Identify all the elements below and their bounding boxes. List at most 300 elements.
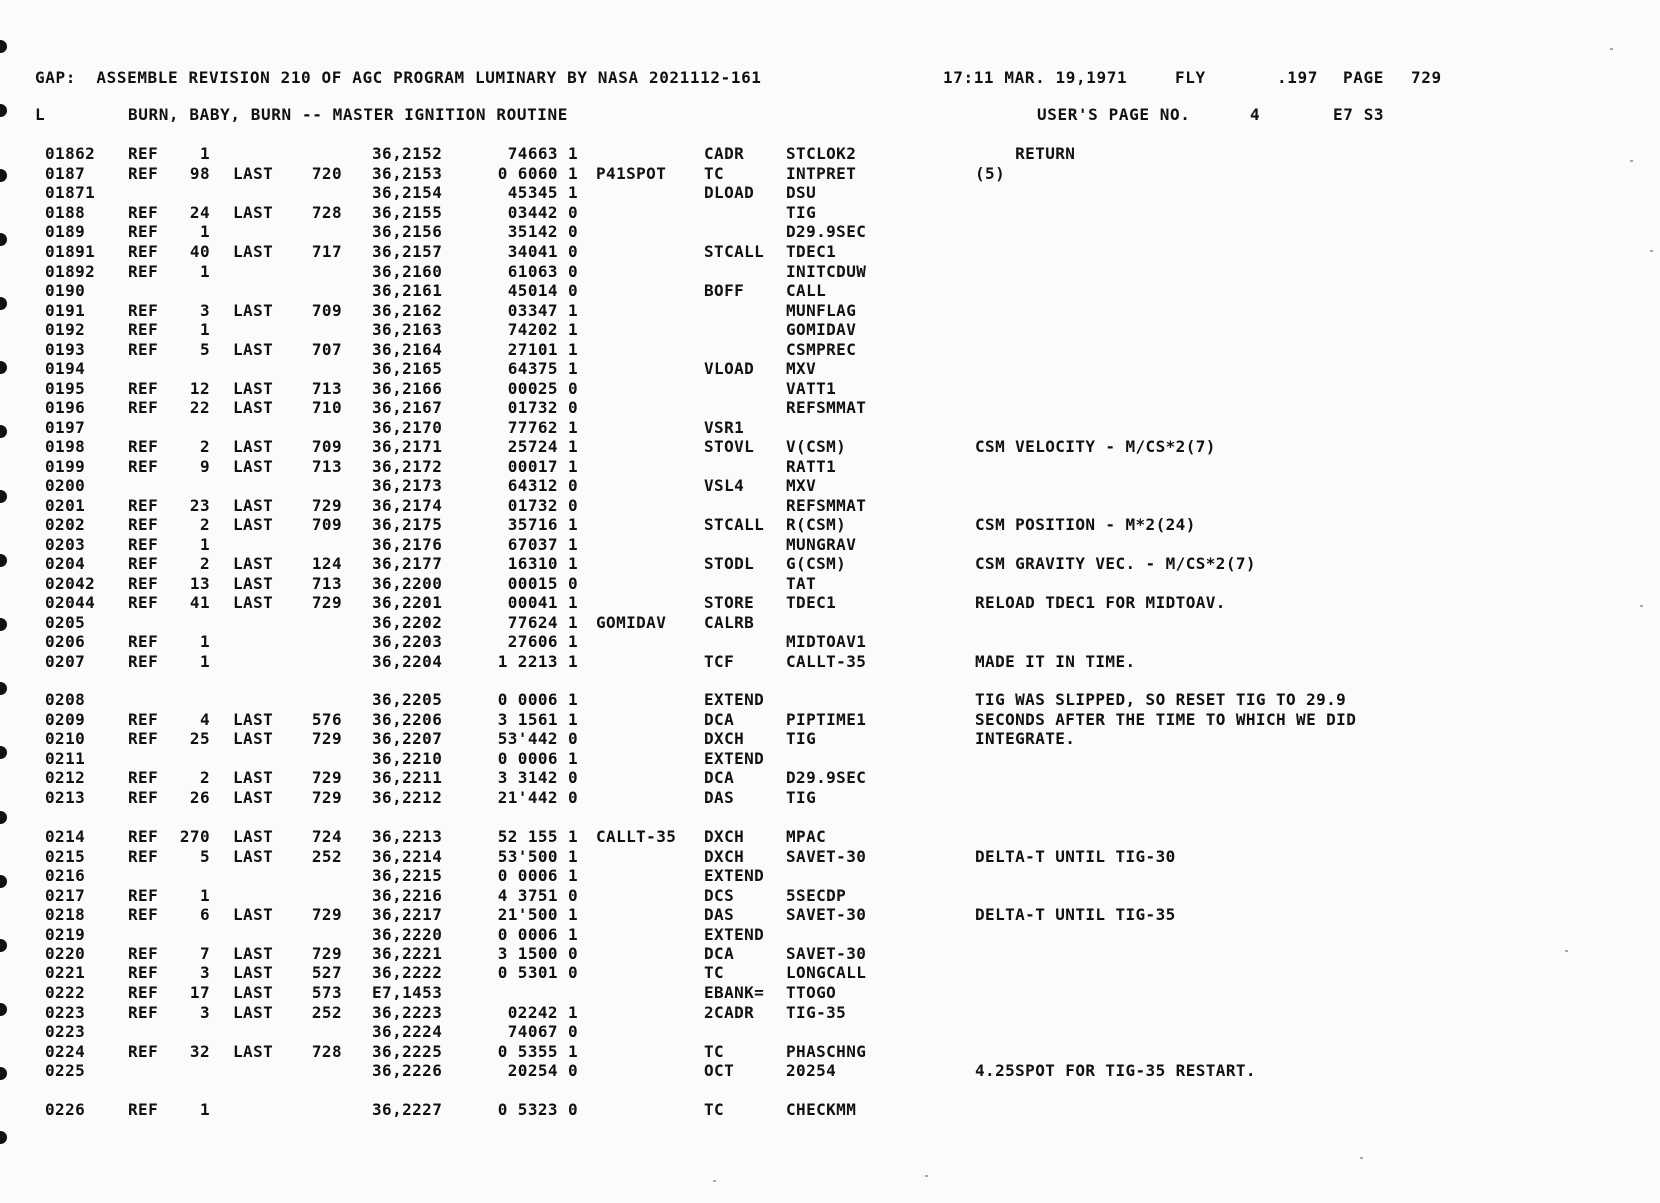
cell-addr: 36,2156 bbox=[372, 222, 443, 241]
cell-operand: SAVET-30 bbox=[786, 847, 867, 866]
cell-ref: REF bbox=[128, 535, 159, 554]
cell-last: LAST bbox=[233, 847, 274, 866]
cell-operand: TIG-35 bbox=[786, 1003, 847, 1022]
cell-seq: 0212 bbox=[45, 768, 86, 787]
cell-last: LAST bbox=[233, 768, 274, 787]
punch-hole bbox=[0, 169, 7, 182]
cell-ref: REF bbox=[128, 515, 159, 534]
cell-code: 0 0006 1 bbox=[497, 866, 578, 885]
cell-ref: REF bbox=[128, 652, 159, 671]
cell-operand: CHECKMM bbox=[786, 1100, 857, 1119]
cell-code: 21'500 1 bbox=[497, 905, 578, 924]
cell-rcnt: 1 bbox=[199, 320, 210, 339]
cell-code: 02242 1 bbox=[507, 1003, 578, 1022]
cell-last: LAST bbox=[233, 496, 274, 515]
scan-speck bbox=[925, 1175, 928, 1177]
header-number: .197 bbox=[1277, 68, 1318, 87]
cell-operand: MUNGRAV bbox=[786, 535, 857, 554]
cell-op: VLOAD bbox=[704, 359, 755, 378]
cell-addr: 36,2157 bbox=[372, 242, 443, 261]
punch-hole bbox=[0, 1131, 7, 1144]
cell-rcnt: 98 bbox=[189, 164, 210, 183]
cell-code: 53'500 1 bbox=[497, 847, 578, 866]
cell-addr: 36,2227 bbox=[372, 1100, 443, 1119]
cell-addr: 36,2177 bbox=[372, 554, 443, 573]
cell-code: 53'442 0 bbox=[497, 729, 578, 748]
cell-code: 0 0006 1 bbox=[497, 749, 578, 768]
punch-hole bbox=[0, 490, 7, 503]
cell-code: 01732 0 bbox=[507, 398, 578, 417]
cell-op: STOVL bbox=[704, 437, 755, 456]
cell-code: 25724 1 bbox=[507, 437, 578, 456]
cell-rcnt: 24 bbox=[189, 203, 210, 222]
cell-ref: REF bbox=[128, 574, 159, 593]
cell-seq: 0201 bbox=[45, 496, 86, 515]
cell-last: LAST bbox=[233, 983, 274, 1002]
cell-comment: TIG WAS SLIPPED, SO RESET TIG TO 29.9 bbox=[975, 690, 1347, 709]
cell-comment: CSM GRAVITY VEC. - M/CS*2(7) bbox=[975, 554, 1256, 573]
cell-code: 77762 1 bbox=[507, 418, 578, 437]
cell-addr: 36,2166 bbox=[372, 379, 443, 398]
cell-rcnt: 32 bbox=[189, 1042, 210, 1061]
scan-speck bbox=[1650, 250, 1653, 252]
cell-seq: 0190 bbox=[45, 281, 86, 300]
cell-rcnt: 5 bbox=[199, 340, 210, 359]
cell-last: LAST bbox=[233, 242, 274, 261]
cell-operand: LONGCALL bbox=[786, 963, 867, 982]
cell-code: 35142 0 bbox=[507, 222, 578, 241]
cell-seq: 0223 bbox=[45, 1022, 86, 1041]
cell-code: 03442 0 bbox=[507, 203, 578, 222]
cell-lnum: 729 bbox=[311, 944, 342, 963]
cell-operand: INITCDUW bbox=[786, 262, 867, 281]
cell-operand: VATT1 bbox=[786, 379, 837, 398]
cell-last: LAST bbox=[233, 301, 274, 320]
header-mode: FLY bbox=[1175, 68, 1206, 87]
cell-op: BOFF bbox=[704, 281, 745, 300]
cell-last: LAST bbox=[233, 203, 274, 222]
cell-rcnt: 270 bbox=[179, 827, 210, 846]
cell-lnum: 729 bbox=[311, 768, 342, 787]
cell-ref: REF bbox=[128, 1003, 159, 1022]
cell-seq: 01862 bbox=[45, 144, 96, 163]
cell-rcnt: 1 bbox=[199, 144, 210, 163]
cell-op: CADR bbox=[704, 144, 745, 163]
cell-lnum: 576 bbox=[311, 710, 342, 729]
cell-last: LAST bbox=[233, 827, 274, 846]
cell-code: 3 1561 1 bbox=[497, 710, 578, 729]
punch-hole bbox=[0, 939, 7, 952]
cell-op: STORE bbox=[704, 593, 755, 612]
cell-addr: 36,2154 bbox=[372, 183, 443, 202]
cell-operand: D29.9SEC bbox=[786, 768, 867, 787]
cell-operand: REFSMMAT bbox=[786, 496, 867, 515]
cell-rcnt: 1 bbox=[199, 632, 210, 651]
cell-seq: 0214 bbox=[45, 827, 86, 846]
cell-last: LAST bbox=[233, 1042, 274, 1061]
cell-seq: 0226 bbox=[45, 1100, 86, 1119]
cell-code: 34041 0 bbox=[507, 242, 578, 261]
cell-rcnt: 13 bbox=[189, 574, 210, 593]
cell-seq: 0224 bbox=[45, 1042, 86, 1061]
cell-op: DCA bbox=[704, 710, 735, 729]
cell-operand: 20254 bbox=[786, 1061, 837, 1080]
cell-comment: CSM VELOCITY - M/CS*2(7) bbox=[975, 437, 1216, 456]
punch-hole bbox=[0, 682, 7, 695]
cell-seq: 0191 bbox=[45, 301, 86, 320]
cell-op: STCALL bbox=[704, 515, 765, 534]
cell-addr: 36,2224 bbox=[372, 1022, 443, 1041]
cell-addr: 36,2162 bbox=[372, 301, 443, 320]
cell-operand: SAVET-30 bbox=[786, 944, 867, 963]
cell-comment: DELTA-T UNTIL TIG-30 bbox=[975, 847, 1176, 866]
cell-addr: 36,2170 bbox=[372, 418, 443, 437]
cell-seq: 0203 bbox=[45, 535, 86, 554]
cell-addr: 36,2203 bbox=[372, 632, 443, 651]
cell-addr: 36,2173 bbox=[372, 476, 443, 495]
cell-seq: 0200 bbox=[45, 476, 86, 495]
cell-code: 0 0006 1 bbox=[497, 925, 578, 944]
cell-seq: 0210 bbox=[45, 729, 86, 748]
cell-rcnt: 41 bbox=[189, 593, 210, 612]
cell-seq: 0216 bbox=[45, 866, 86, 885]
cell-seq: 0204 bbox=[45, 554, 86, 573]
cell-lnum: 707 bbox=[311, 340, 342, 359]
punch-hole bbox=[0, 811, 7, 824]
cell-lnum: 729 bbox=[311, 788, 342, 807]
cell-code: 45014 0 bbox=[507, 281, 578, 300]
cell-rcnt: 1 bbox=[199, 222, 210, 241]
header-datetime: 17:11 MAR. 19,1971 bbox=[943, 68, 1128, 87]
cell-last: LAST bbox=[233, 1003, 274, 1022]
cell-seq: 0196 bbox=[45, 398, 86, 417]
cell-rcnt: 17 bbox=[189, 983, 210, 1002]
cell-rcnt: 1 bbox=[199, 535, 210, 554]
cell-addr: 36,2172 bbox=[372, 457, 443, 476]
cell-operand: CSMPREC bbox=[786, 340, 857, 359]
cell-ref: REF bbox=[128, 983, 159, 1002]
punch-hole bbox=[0, 746, 7, 759]
cell-seq: 0220 bbox=[45, 944, 86, 963]
cell-ref: REF bbox=[128, 886, 159, 905]
cell-lnum: 713 bbox=[311, 379, 342, 398]
cell-lnum: 252 bbox=[311, 847, 342, 866]
cell-ref: REF bbox=[128, 788, 159, 807]
cell-seq: 0223 bbox=[45, 1003, 86, 1022]
cell-rcnt: 40 bbox=[189, 242, 210, 261]
cell-ref: REF bbox=[128, 242, 159, 261]
cell-rcnt: 3 bbox=[199, 1003, 210, 1022]
cell-last: LAST bbox=[233, 788, 274, 807]
cell-operand: TIG bbox=[786, 788, 817, 807]
cell-comment: INTEGRATE. bbox=[975, 729, 1076, 748]
cell-addr: 36,2165 bbox=[372, 359, 443, 378]
cell-code: 01732 0 bbox=[507, 496, 578, 515]
cell-op: CALRB bbox=[704, 613, 755, 632]
cell-rcnt: 4 bbox=[199, 710, 210, 729]
cell-lnum: 713 bbox=[311, 574, 342, 593]
punch-hole bbox=[0, 233, 7, 246]
cell-code: 3 1500 0 bbox=[497, 944, 578, 963]
cell-code: 77624 1 bbox=[507, 613, 578, 632]
header-title: GAP: ASSEMBLE REVISION 210 OF AGC PROGRAM LUMINARY BY NASA 2021112-161 bbox=[35, 68, 762, 87]
cell-seq: 0199 bbox=[45, 457, 86, 476]
cell-op: EBANK= bbox=[704, 983, 765, 1002]
scan-speck bbox=[1565, 950, 1568, 952]
cell-ref: REF bbox=[128, 222, 159, 241]
cell-ref: REF bbox=[128, 496, 159, 515]
cell-lnum: 717 bbox=[311, 242, 342, 261]
cell-seq: 0208 bbox=[45, 690, 86, 709]
cell-addr: 36,2226 bbox=[372, 1061, 443, 1080]
cell-addr: 36,2210 bbox=[372, 749, 443, 768]
cell-code: 21'442 0 bbox=[497, 788, 578, 807]
cell-addr: 36,2152 bbox=[372, 144, 443, 163]
cell-operand: INTPRET bbox=[786, 164, 857, 183]
cell-code: 0 0006 1 bbox=[497, 690, 578, 709]
cell-last: LAST bbox=[233, 729, 274, 748]
punch-hole bbox=[0, 425, 7, 438]
cell-rcnt: 2 bbox=[199, 437, 210, 456]
cell-rcnt: 9 bbox=[199, 457, 210, 476]
cell-ref: REF bbox=[128, 554, 159, 573]
cell-lnum: 527 bbox=[311, 963, 342, 982]
cell-addr: 36,2161 bbox=[372, 281, 443, 300]
cell-last: LAST bbox=[233, 905, 274, 924]
cell-rcnt: 7 bbox=[199, 944, 210, 963]
cell-ref: REF bbox=[128, 1042, 159, 1061]
type-code: L bbox=[35, 105, 46, 124]
cell-lnum: 720 bbox=[311, 164, 342, 183]
cell-code: 03347 1 bbox=[507, 301, 578, 320]
cell-addr: 36,2221 bbox=[372, 944, 443, 963]
cell-ref: REF bbox=[128, 768, 159, 787]
cell-addr: 36,2160 bbox=[372, 262, 443, 281]
cell-operand: MPAC bbox=[786, 827, 827, 846]
cell-rcnt: 25 bbox=[189, 729, 210, 748]
cell-seq: 0188 bbox=[45, 203, 86, 222]
cell-label: CALLT-35 bbox=[596, 827, 677, 846]
cell-code: 74067 0 bbox=[507, 1022, 578, 1041]
cell-addr: 36,2223 bbox=[372, 1003, 443, 1022]
cell-code: 45345 1 bbox=[507, 183, 578, 202]
scan-speck bbox=[1360, 1157, 1363, 1159]
cell-ref: REF bbox=[128, 632, 159, 651]
cell-comment: MADE IT IN TIME. bbox=[975, 652, 1136, 671]
cell-seq: 0198 bbox=[45, 437, 86, 456]
cell-lnum: 729 bbox=[311, 905, 342, 924]
cell-operand: D29.9SEC bbox=[786, 222, 867, 241]
cell-addr: 36,2200 bbox=[372, 574, 443, 593]
cell-lnum: 729 bbox=[311, 496, 342, 515]
cell-ref: REF bbox=[128, 340, 159, 359]
cell-addr: 36,2215 bbox=[372, 866, 443, 885]
cell-op: VSL4 bbox=[704, 476, 745, 495]
cell-ref: REF bbox=[128, 847, 159, 866]
cell-ref: REF bbox=[128, 144, 159, 163]
cell-addr: E7,1453 bbox=[372, 983, 443, 1002]
cell-code: 35716 1 bbox=[507, 515, 578, 534]
punch-hole bbox=[0, 875, 7, 888]
cell-rcnt: 2 bbox=[199, 768, 210, 787]
cell-op: VSR1 bbox=[704, 418, 745, 437]
cell-seq: 0193 bbox=[45, 340, 86, 359]
cell-last: LAST bbox=[233, 398, 274, 417]
cell-op: OCT bbox=[704, 1061, 735, 1080]
cell-operand: MXV bbox=[786, 476, 817, 495]
cell-seq: 02042 bbox=[45, 574, 96, 593]
cell-operand: V(CSM) bbox=[786, 437, 847, 456]
cell-lnum: 252 bbox=[311, 1003, 342, 1022]
cell-last: LAST bbox=[233, 710, 274, 729]
cell-ref: REF bbox=[128, 398, 159, 417]
cell-operand: CALLT-35 bbox=[786, 652, 867, 671]
cell-operand: REFSMMAT bbox=[786, 398, 867, 417]
header-page-label: PAGE bbox=[1343, 68, 1384, 87]
cell-addr: 36,2163 bbox=[372, 320, 443, 339]
cell-seq: 01891 bbox=[45, 242, 96, 261]
cell-comment: (5) bbox=[975, 164, 1006, 183]
cell-ref: REF bbox=[128, 827, 159, 846]
cell-seq: 0225 bbox=[45, 1061, 86, 1080]
cell-ref: REF bbox=[128, 593, 159, 612]
punch-hole bbox=[0, 1067, 7, 1080]
cell-operand: TDEC1 bbox=[786, 593, 837, 612]
cell-addr: 36,2214 bbox=[372, 847, 443, 866]
cell-code: 00015 0 bbox=[507, 574, 578, 593]
cell-addr: 36,2204 bbox=[372, 652, 443, 671]
header-page-number: 729 bbox=[1411, 68, 1442, 87]
cell-op: EXTEND bbox=[704, 925, 765, 944]
cell-lnum: 724 bbox=[311, 827, 342, 846]
cell-operand: TIG bbox=[786, 203, 817, 222]
cell-lnum: 709 bbox=[311, 515, 342, 534]
cell-addr: 36,2153 bbox=[372, 164, 443, 183]
cell-seq: 0211 bbox=[45, 749, 86, 768]
cell-addr: 36,2164 bbox=[372, 340, 443, 359]
punch-hole bbox=[0, 1003, 7, 1016]
cell-rcnt: 1 bbox=[199, 262, 210, 281]
cell-rcnt: 12 bbox=[189, 379, 210, 398]
cell-last: LAST bbox=[233, 164, 274, 183]
cell-code: 64375 1 bbox=[507, 359, 578, 378]
punch-hole bbox=[0, 40, 7, 53]
scan-speck bbox=[713, 1180, 716, 1182]
cell-seq: 0195 bbox=[45, 379, 86, 398]
cell-operand: MUNFLAG bbox=[786, 301, 857, 320]
cell-addr: 36,2174 bbox=[372, 496, 443, 515]
cell-code: 3 3142 0 bbox=[497, 768, 578, 787]
cell-ref: REF bbox=[128, 262, 159, 281]
cell-ref: REF bbox=[128, 457, 159, 476]
cell-rcnt: 3 bbox=[199, 301, 210, 320]
cell-code: 0 6060 1 bbox=[497, 164, 578, 183]
cell-lnum: 710 bbox=[311, 398, 342, 417]
cell-operand: R(CSM) bbox=[786, 515, 847, 534]
cell-op: DXCH bbox=[704, 847, 745, 866]
cell-last: LAST bbox=[233, 554, 274, 573]
cell-operand: G(CSM) bbox=[786, 554, 847, 573]
cell-addr: 36,2171 bbox=[372, 437, 443, 456]
cell-ref: REF bbox=[128, 301, 159, 320]
cell-last: LAST bbox=[233, 574, 274, 593]
cell-seq: 02044 bbox=[45, 593, 96, 612]
cell-seq: 0187 bbox=[45, 164, 86, 183]
cell-code: 00025 0 bbox=[507, 379, 578, 398]
cell-ref: REF bbox=[128, 379, 159, 398]
cell-code: 74663 1 bbox=[507, 144, 578, 163]
cell-addr: 36,2201 bbox=[372, 593, 443, 612]
section-code: E7 S3 bbox=[1333, 105, 1385, 124]
cell-operand: CALL bbox=[786, 281, 827, 300]
cell-code: 67037 1 bbox=[507, 535, 578, 554]
cell-op: DLOAD bbox=[704, 183, 755, 202]
cell-lnum: 573 bbox=[311, 983, 342, 1002]
cell-addr: 36,2212 bbox=[372, 788, 443, 807]
cell-op: EXTEND bbox=[704, 866, 765, 885]
cell-seq: 0222 bbox=[45, 983, 86, 1002]
cell-code: 64312 0 bbox=[507, 476, 578, 495]
punch-hole bbox=[0, 361, 7, 374]
cell-op: STCALL bbox=[704, 242, 765, 261]
cell-ref: REF bbox=[128, 1100, 159, 1119]
section-title: BURN, BABY, BURN -- MASTER IGNITION ROUTINE bbox=[128, 105, 569, 124]
cell-seq: 0207 bbox=[45, 652, 86, 671]
users-page-label: USER'S PAGE NO. bbox=[1037, 105, 1191, 124]
cell-operand: PHASCHNG bbox=[786, 1042, 867, 1061]
cell-lnum: 728 bbox=[311, 1042, 342, 1061]
cell-operand: MXV bbox=[786, 359, 817, 378]
cell-code: 27101 1 bbox=[507, 340, 578, 359]
cell-ref: REF bbox=[128, 729, 159, 748]
punch-hole bbox=[0, 297, 7, 310]
punch-hole bbox=[0, 104, 7, 117]
cell-operand: TAT bbox=[786, 574, 817, 593]
users-page-number: 4 bbox=[1250, 105, 1261, 124]
cell-seq: 0205 bbox=[45, 613, 86, 632]
cell-code: 52 155 1 bbox=[497, 827, 578, 846]
cell-addr: 36,2167 bbox=[372, 398, 443, 417]
cell-code: 1 2213 1 bbox=[497, 652, 578, 671]
cell-ref: REF bbox=[128, 710, 159, 729]
cell-comment: SECONDS AFTER THE TIME TO WHICH WE DID bbox=[975, 710, 1357, 729]
cell-op: DXCH bbox=[704, 729, 745, 748]
cell-op: TCF bbox=[704, 652, 735, 671]
cell-rcnt: 3 bbox=[199, 963, 210, 982]
cell-operand: PIPTIME1 bbox=[786, 710, 867, 729]
cell-seq: 0209 bbox=[45, 710, 86, 729]
cell-comment: CSM POSITION - M*2(24) bbox=[975, 515, 1196, 534]
cell-addr: 36,2211 bbox=[372, 768, 443, 787]
cell-ref: REF bbox=[128, 203, 159, 222]
cell-addr: 36,2225 bbox=[372, 1042, 443, 1061]
cell-addr: 36,2205 bbox=[372, 690, 443, 709]
cell-seq: 0217 bbox=[45, 886, 86, 905]
cell-op: EXTEND bbox=[704, 749, 765, 768]
cell-op: DCA bbox=[704, 944, 735, 963]
cell-code: 4 3751 0 bbox=[497, 886, 578, 905]
cell-rcnt: 22 bbox=[189, 398, 210, 417]
cell-op: TC bbox=[704, 963, 725, 982]
cell-last: LAST bbox=[233, 593, 274, 612]
cell-seq: 0219 bbox=[45, 925, 86, 944]
cell-ref: REF bbox=[128, 164, 159, 183]
cell-ref: REF bbox=[128, 944, 159, 963]
cell-addr: 36,2176 bbox=[372, 535, 443, 554]
cell-seq: 0189 bbox=[45, 222, 86, 241]
cell-op: TC bbox=[704, 1042, 725, 1061]
cell-last: LAST bbox=[233, 944, 274, 963]
